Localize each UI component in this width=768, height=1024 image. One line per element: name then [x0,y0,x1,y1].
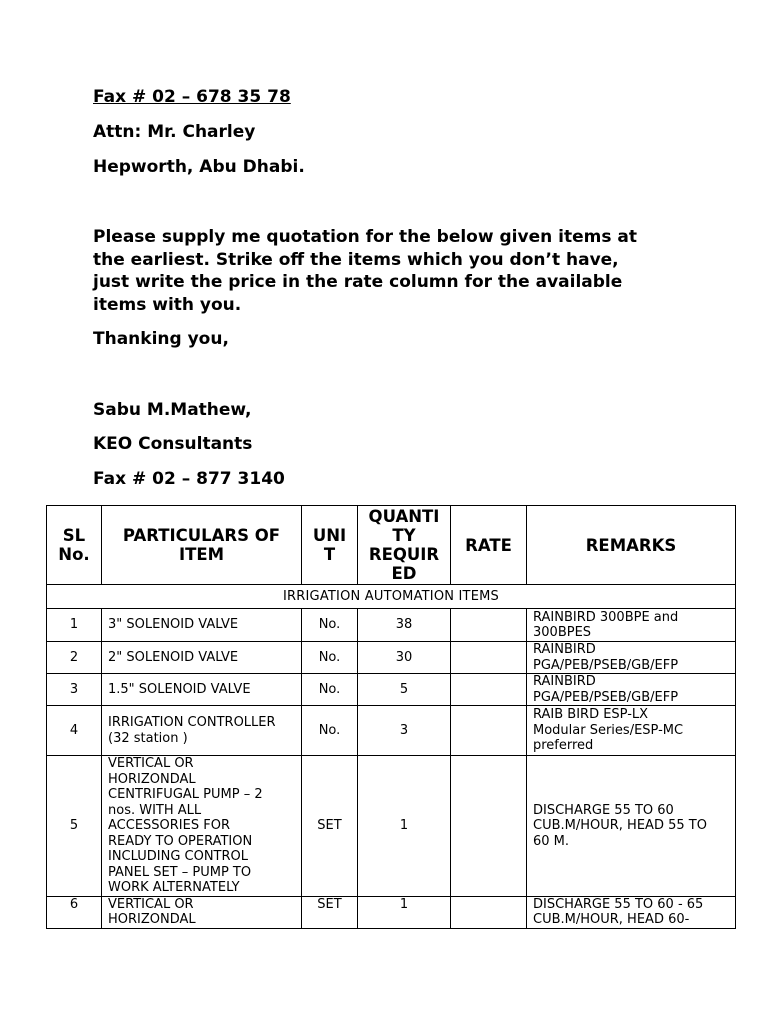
cell-text: VERTICAL OR [108,896,194,912]
header-particulars [102,506,302,585]
cell-text: WORK ALTERNATELY [108,880,240,895]
cell-remarks [527,674,736,706]
cell-rate[interactable] [451,674,527,706]
cell-remarks [527,642,736,674]
header-text: REQUIR [368,545,440,564]
cell-text: CENTRIFUGAL PUMP – 2 [108,787,263,802]
cell-text: 3" SOLENOID VALVE [108,617,239,633]
cell-quantity: 1 [358,896,451,928]
cell-particulars [102,756,302,897]
recipient-fax-number: Fax # 02 – 678 35 78 [93,87,291,107]
cell-sl: 6 [47,896,102,928]
header-text: SL [62,526,86,545]
sender-name: Sabu M.Mathew, [93,400,252,420]
cell-unit: SET [302,896,358,928]
cell-text: READY TO OPERATION [108,833,253,849]
table-row [47,706,736,756]
recipient-company: Hepworth, Abu Dhabi. [93,157,305,177]
header-text: UNI [312,526,347,545]
cell-sl: 5 [47,756,102,897]
cell-text: RAINBIRD [533,642,596,657]
cell-text: HORIZONDAL [108,771,196,787]
cell-text: Modular Series/ESP-MC [533,722,684,738]
cell-text: HORIZONDAL [108,912,196,927]
header-remarks: REMARKS [527,506,736,585]
cell-unit: No. [302,706,358,756]
cell-particulars [102,706,302,756]
cell-remarks [527,756,736,897]
cell-remarks [527,609,736,642]
cell-text: CUB.M/HOUR, HEAD 60- [533,912,690,927]
header-text: ITEM [178,545,225,564]
cell-unit: No. [302,642,358,674]
table-row [47,756,736,897]
cell-text: 60 M. [533,833,570,849]
cell-rate[interactable] [451,896,527,928]
cell-sl: 4 [47,706,102,756]
sender-fax-number: Fax # 02 – 877 3140 [93,469,285,489]
cell-text: IRRIGATION CONTROLLER [108,715,276,730]
table-row [47,674,736,706]
cell-text: preferred [533,738,594,754]
cell-quantity: 5 [358,674,451,706]
cell-rate[interactable] [451,756,527,897]
cell-text: DISCHARGE 55 TO 60 [533,802,674,818]
header-text: ED [391,564,417,583]
cell-text: PGA/PEB/PSEB/GB/EFP [533,657,679,673]
cell-unit: No. [302,609,358,642]
header-text: TY [392,526,416,545]
cell-rate[interactable] [451,706,527,756]
table-header-row [47,506,736,585]
paragraph-line: items with you. [93,294,242,315]
table-row [47,609,736,642]
paragraph-line: the earliest. Strike off the items which you don’t have, [93,249,619,270]
header-sl-no [47,506,102,585]
cell-text: PGA/PEB/PSEB/GB/EFP [533,689,679,705]
cell-text: 300BPES [533,625,592,640]
cell-text: ACCESSORIES FOR [108,818,230,833]
cell-quantity: 1 [358,756,451,897]
header-unit [302,506,358,585]
table-row [47,896,736,928]
cell-quantity: 30 [358,642,451,674]
cell-remarks [527,896,736,928]
cell-text: INCLUDING CONTROL [108,849,249,864]
paragraph-line: just write the price in the rate column for the available [93,272,623,292]
cell-rate[interactable] [451,642,527,674]
cell-text: nos. WITH ALL [108,802,202,818]
cell-text: RAINBIRD 300BPE and [533,609,679,625]
cell-sl: 1 [47,609,102,642]
cell-sl: 2 [47,642,102,674]
quotation-table [46,505,736,929]
cell-text: 1.5" SOLENOID VALVE [108,681,251,697]
cell-quantity: 3 [358,706,451,756]
header-quantity-required [358,506,451,585]
cell-rate[interactable] [451,609,527,642]
cell-text: CUB.M/HOUR, HEAD 55 TO [533,818,707,833]
attention-line: Attn: Mr. Charley [93,122,256,142]
cell-text: (32 station ) [108,730,188,746]
header-text: QUANTI [368,507,440,526]
request-paragraph [93,226,693,316]
cell-quantity: 38 [358,609,451,642]
sender-company: KEO Consultants [93,434,253,454]
section-row [47,585,736,609]
cell-unit: SET [302,756,358,897]
cell-particulars [102,896,302,928]
cell-remarks [527,706,736,756]
section-title: IRRIGATION AUTOMATION ITEMS [47,585,736,609]
cell-particulars [102,609,302,642]
paragraph-line: Please supply me quotation for the below given items at [93,227,637,247]
cell-text: PANEL SET – PUMP TO [108,864,252,880]
cell-text: RAINBIRD [533,674,596,689]
cell-particulars [102,642,302,674]
cell-particulars [102,674,302,706]
header-text: No. [58,545,90,564]
cell-text: RAIB BIRD ESP-LX [533,707,649,723]
cell-text: DISCHARGE 55 TO 60 - 65 [533,896,704,912]
cell-sl: 3 [47,674,102,706]
header-text: PARTICULARS OF [122,526,281,545]
closing-line: Thanking you, [93,329,229,349]
header-text: T [323,545,336,564]
cell-text: 2" SOLENOID VALVE [108,649,239,665]
table-row [47,642,736,674]
header-rate: RATE [451,506,527,585]
cell-unit: No. [302,674,358,706]
cell-text: VERTICAL OR [108,756,194,771]
